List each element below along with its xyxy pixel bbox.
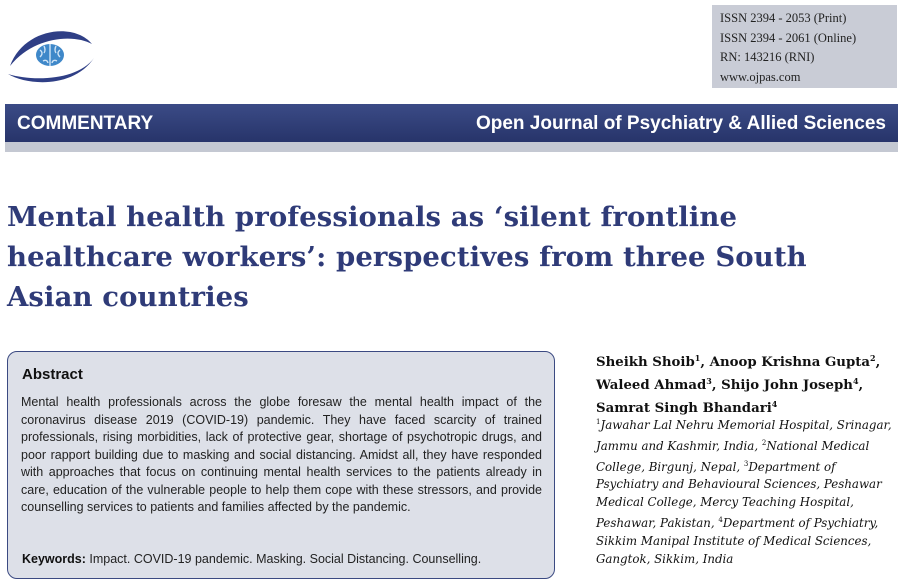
journal-logo bbox=[4, 22, 96, 88]
abstract-box bbox=[7, 351, 555, 579]
abstract-heading: Abstract bbox=[22, 366, 83, 383]
affiliation: $^4$Department of Psychiatry, Sikkim Manipal Institute of Medical Sciences, Gangtok, Sikkim, India bbox=[596, 515, 879, 566]
affiliation: $^3$Department of Psychiatry and Behavioural Sciences, Peshawar Medical College, Mercy Teaching Hospital, Peshawar, Pakistan, bbox=[596, 459, 882, 530]
affiliation: $^2$National Medical College, Birgunj, Nepal, bbox=[596, 438, 870, 474]
affiliations bbox=[596, 414, 896, 568]
affiliation: $^1$Jawahar Lal Nehru Memorial Hospital, Srinagar, Jammu and Kashmir, India, bbox=[596, 418, 892, 453]
issn-info-box bbox=[712, 5, 897, 88]
section-label: COMMENTARY bbox=[17, 113, 154, 134]
brain-icon bbox=[36, 44, 64, 66]
author: Shijo John Joseph$^4$, bbox=[721, 376, 864, 393]
keywords-line bbox=[22, 552, 481, 566]
author: Sheikh Shoib$^1$, bbox=[596, 353, 710, 370]
author: Waleed Ahmad$^3$, bbox=[596, 376, 722, 393]
journal-website: www.ojpas.com bbox=[720, 69, 801, 84]
article-title: Mental health professionals as ‘silent frontline healthcare workers’: perspectives from three South Asian countries bbox=[7, 201, 807, 313]
keywords-text: Impact. COVID-19 pandemic. Masking. Social Distancing. Counselling. bbox=[89, 552, 482, 566]
author: Anoop Krishna Gupta$^2$, bbox=[709, 353, 881, 370]
author: Samrat Singh Bhandari$^4$ bbox=[596, 399, 778, 416]
author-list bbox=[596, 349, 901, 418]
header-underline bbox=[5, 142, 898, 152]
issn-online: ISSN 2394 - 2061 (Online) bbox=[720, 30, 857, 45]
rni-number: RN: 143216 (RNI) bbox=[720, 50, 815, 64]
abstract-body: Mental health professionals across the globe foresaw the mental health impact of the coronavirus disease 2019 (COVID-19) pandemic. They have faced scarcity of trained professionals, rising morbidities, lack of protective gear, shortage of psychotropic drugs, and poor rapport building due to masking and social distancing. Amidst all, they have responded with approaches that focus on continuing mental health services to the patients already in care, education of the vulnerable people to help them cope with these stressors, and provide counselling services to patients and families affected by the pandemic. bbox=[21, 395, 542, 514]
header-bar bbox=[5, 104, 898, 142]
keywords-label: Keywords: bbox=[22, 552, 86, 566]
issn-print: ISSN 2394 - 2053 (Print) bbox=[720, 11, 847, 25]
journal-name: Open Journal of Psychiatry & Allied Sciences bbox=[475, 113, 886, 134]
